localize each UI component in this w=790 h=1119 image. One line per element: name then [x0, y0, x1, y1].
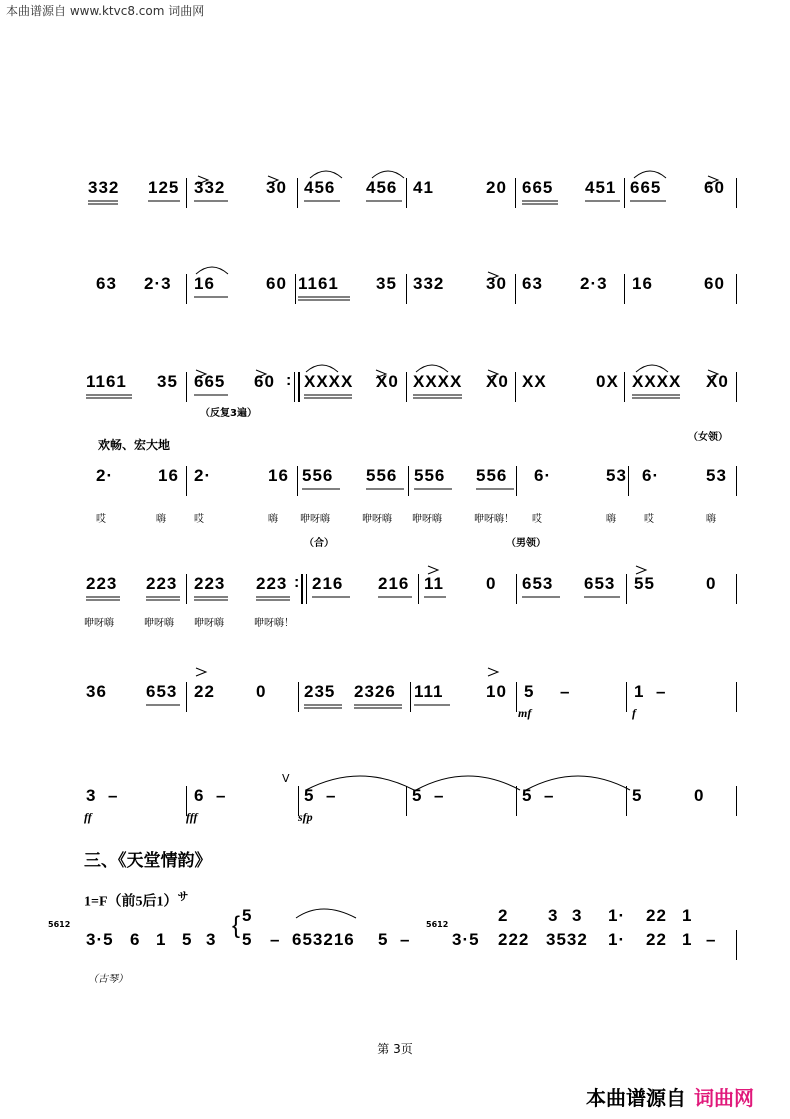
note-group: 0	[706, 574, 717, 593]
watermark-left: 本曲谱源自	[586, 1086, 686, 1110]
note-group: 16	[194, 274, 215, 293]
note-group: 556	[414, 466, 446, 485]
note-group: 30	[486, 274, 507, 293]
note-group: 5	[412, 786, 423, 805]
lyric: 咿呀嗨	[300, 514, 330, 525]
role-female-lead: （女领）	[688, 432, 728, 443]
lyric: 嗨	[156, 514, 166, 525]
note-group: 30	[266, 178, 287, 197]
watermark	[586, 1082, 754, 1111]
note-group: 41	[413, 178, 434, 197]
note-group: 1	[634, 682, 645, 701]
lyric: 嗨	[706, 514, 716, 525]
dynamic-mark: ff	[84, 810, 92, 824]
note-group: 223	[86, 574, 118, 593]
note-group: 1161	[298, 274, 339, 293]
lyric: 哎	[532, 514, 542, 525]
note-group: 60	[704, 274, 725, 293]
lyric: 咿呀嗨	[362, 514, 392, 525]
note-group: 216	[312, 574, 344, 593]
note-group: 111	[414, 682, 444, 701]
lyric: 咿呀嗨！	[254, 618, 294, 629]
note-group: –	[706, 930, 717, 949]
note-group: X0	[706, 372, 729, 391]
note-group: 3	[572, 906, 583, 925]
note-group: 5	[242, 906, 253, 925]
note-group: 35	[376, 274, 397, 293]
note-group: –	[656, 682, 667, 701]
brace: {	[232, 912, 242, 939]
note-group: 22	[194, 682, 215, 701]
note-group: 0	[486, 574, 497, 593]
note-group: 5	[522, 786, 533, 805]
note-group: 556	[476, 466, 508, 485]
note-group: 36	[86, 682, 107, 701]
grace-notes: 5612	[426, 920, 449, 929]
note-group: 63	[522, 274, 543, 293]
note-group: 2·	[194, 466, 212, 485]
note-group: 5	[304, 786, 315, 805]
note-group: –	[400, 930, 411, 949]
note-group: 10	[486, 682, 507, 701]
note-group: 3·5	[452, 930, 480, 949]
note-group: 3532	[546, 930, 588, 949]
note-group: 2·3	[580, 274, 608, 293]
lyric: 嗨	[268, 514, 278, 525]
note-group: 235	[304, 682, 336, 701]
note-group: 456	[366, 178, 398, 197]
note-group: 6	[194, 786, 205, 805]
note-group: XXXX	[304, 372, 354, 391]
note-group: 6	[130, 930, 141, 949]
note-group: 216	[378, 574, 410, 593]
role-chorus: （合）	[304, 538, 334, 549]
note-group: –	[326, 786, 337, 805]
note-group: 3·5	[86, 930, 114, 949]
note-group: 0	[694, 786, 705, 805]
note-group: 60	[254, 372, 275, 391]
note-group: 5	[378, 930, 389, 949]
dynamic-mark: mf	[518, 706, 532, 720]
note-group: 665	[630, 178, 662, 197]
breath-mark: V	[282, 772, 290, 785]
note-group: 1·	[608, 930, 626, 949]
note-group: 451	[585, 178, 617, 197]
note-group: 3	[206, 930, 217, 949]
note-group: 6·	[534, 466, 552, 485]
barline	[736, 930, 737, 960]
note-group: 22	[646, 930, 667, 949]
lyric: 哎	[194, 514, 204, 525]
note-group: 653216	[292, 930, 355, 949]
note-group: 456	[304, 178, 336, 197]
section3-upper-line	[0, 906, 790, 928]
note-group: 22	[646, 906, 667, 925]
lyric: 咿呀嗨	[144, 618, 174, 629]
section3-main-line	[0, 912, 790, 990]
grace-notes: 5612	[48, 920, 71, 929]
note-group: 653	[584, 574, 616, 593]
note-group: 1	[682, 930, 693, 949]
note-group: –	[108, 786, 119, 805]
note-group: 2326	[354, 682, 396, 701]
lyric: 哎	[644, 514, 654, 525]
note-group: 556	[302, 466, 334, 485]
dynamic-mark: fff	[186, 810, 198, 824]
lyric: 咿呀嗨	[412, 514, 442, 525]
note-group: XXXX	[413, 372, 463, 391]
key-superscript: サ	[177, 891, 189, 903]
note-group: 2	[498, 906, 509, 925]
instrument-label: （古琴）	[88, 974, 128, 985]
note-group: 5	[632, 786, 643, 805]
note-group: 16	[158, 466, 179, 485]
note-group: 665	[522, 178, 554, 197]
note-group: 1	[682, 906, 693, 925]
note-group: 653	[522, 574, 554, 593]
note-group: XXXX	[632, 372, 682, 391]
note-group: 55	[634, 574, 655, 593]
note-group: 60	[704, 178, 725, 197]
note-group: X0	[376, 372, 399, 391]
note-group: 16	[268, 466, 289, 485]
role-male-lead: （男领）	[506, 538, 546, 549]
note-group: 35	[157, 372, 178, 391]
page-number: 第 3页	[377, 1042, 413, 1056]
note-group: 0	[256, 682, 267, 701]
note-group: 63	[96, 274, 117, 293]
note-group: 653	[146, 682, 178, 701]
dynamic-mark: f	[632, 706, 636, 720]
note-group: 1161	[86, 372, 127, 391]
note-group: 5	[182, 930, 193, 949]
repeat-sign: :	[294, 574, 301, 591]
note-group: XX	[522, 372, 547, 391]
note-group: 0X	[596, 372, 619, 391]
note-group: –	[270, 930, 281, 949]
section-title: 三、《天堂情韵》	[84, 851, 212, 870]
note-group: 223	[194, 574, 226, 593]
note-group: 2·3	[144, 274, 172, 293]
note-group: 3	[548, 906, 559, 925]
note-group: –	[434, 786, 445, 805]
note-group: X0	[486, 372, 509, 391]
note-group: 665	[194, 372, 226, 391]
expression-text: 欢畅、宏大地	[98, 438, 171, 452]
note-group: 60	[266, 274, 287, 293]
lyric: 咿呀嗨！	[474, 514, 514, 525]
note-group: 20	[486, 178, 507, 197]
watermark-right: 词曲网	[694, 1086, 754, 1110]
note-group: 53	[606, 466, 627, 485]
note-group: 3	[86, 786, 97, 805]
repeat-note: （反复3遍）	[200, 408, 257, 419]
source-header: 本曲谱源自 www.ktvc8.com 词曲网	[6, 4, 205, 18]
note-group: 332	[88, 178, 120, 197]
note-group: 332	[194, 178, 226, 197]
note-group: –	[560, 682, 571, 701]
note-group: 223	[146, 574, 178, 593]
note-group: 1·	[608, 906, 626, 925]
note-group: 556	[366, 466, 398, 485]
dynamic-mark: sfp	[298, 810, 313, 824]
note-group: 11	[424, 574, 444, 593]
note-group: 332	[413, 274, 445, 293]
key-text: 1=F（前5后1）	[84, 894, 178, 910]
note-group: –	[544, 786, 555, 805]
note-group: 125	[148, 178, 180, 197]
note-group: 2·	[96, 466, 114, 485]
lyric: 咿呀嗨	[194, 618, 224, 629]
lyric: 嗨	[606, 514, 616, 525]
lyric: 咿呀嗨	[84, 618, 114, 629]
lyric: 哎	[96, 514, 106, 525]
note-group: 1	[156, 930, 167, 949]
note-group: 5	[524, 682, 535, 701]
note-group: –	[216, 786, 227, 805]
note-group: 223	[256, 574, 288, 593]
repeat-sign: :	[286, 372, 293, 389]
note-group: 5	[242, 930, 253, 949]
note-group: 6·	[642, 466, 660, 485]
note-group: 16	[632, 274, 653, 293]
note-group: 222	[498, 930, 530, 949]
note-group: 53	[706, 466, 727, 485]
